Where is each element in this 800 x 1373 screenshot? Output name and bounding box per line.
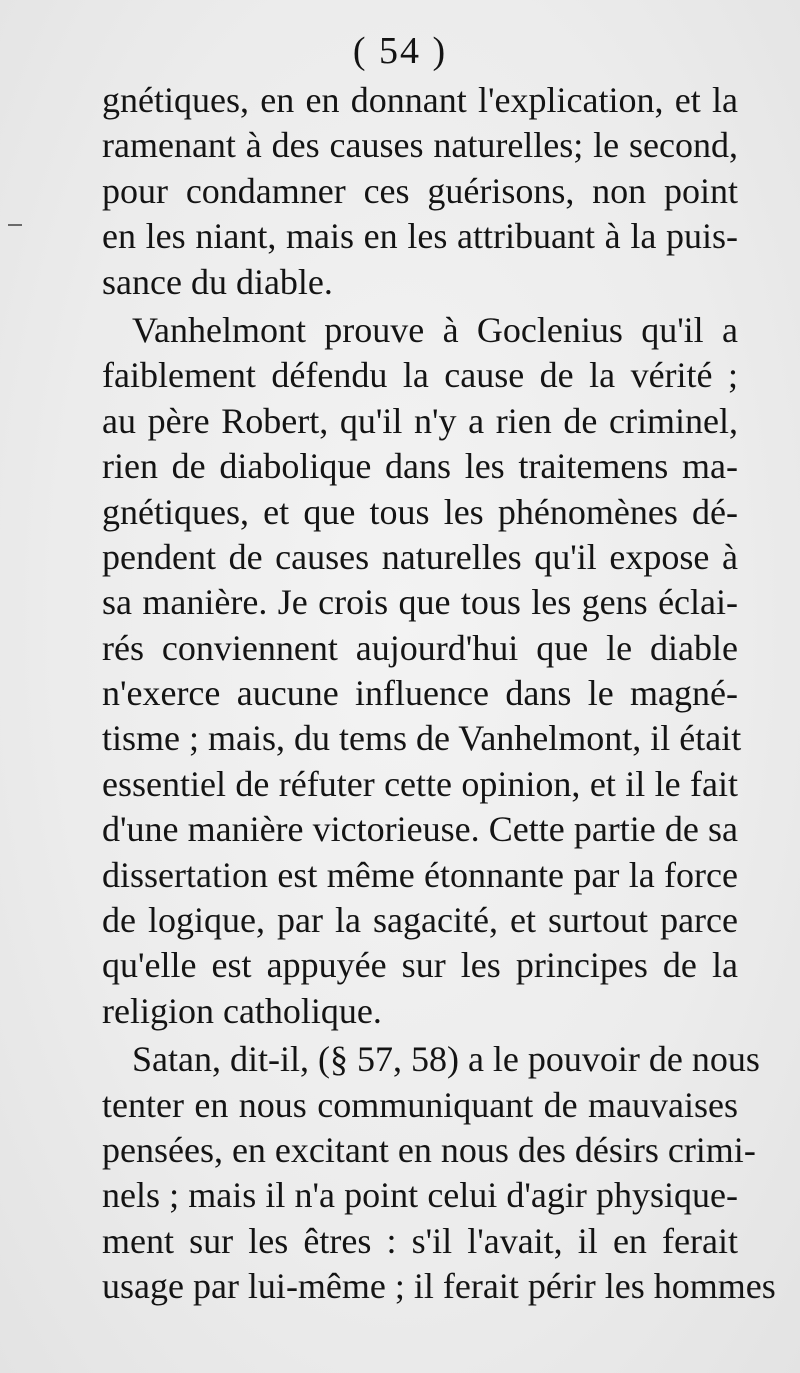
text-line: ment sur les êtres : s'il l'avait, il en ferait bbox=[102, 1220, 738, 1261]
page-number: ( 54 ) bbox=[352, 30, 448, 72]
text-line: pensées, en excitant en nous des désirs crimi- bbox=[102, 1129, 756, 1170]
text-line: sance du diable. bbox=[102, 261, 333, 302]
body-text bbox=[102, 78, 776, 1310]
text-line: tenter en nous communiquant de mauvaises bbox=[102, 1084, 738, 1125]
text-line: ramenant à des causes naturelles; le second, bbox=[102, 125, 738, 166]
paragraph-2 bbox=[102, 308, 742, 1034]
text-line: Vanhelmont prouve à Goclenius qu'il a bbox=[132, 309, 738, 350]
text-line: usage par lui-même ; il ferait périr les hommes bbox=[102, 1266, 776, 1307]
text-line: rés conviennent aujourd'hui que le diable bbox=[102, 627, 738, 668]
text-line: nels ; mais il n'a point celui d'agir physique- bbox=[102, 1175, 738, 1216]
text-line: gnétiques, et que tous les phénomènes dé- bbox=[102, 491, 738, 532]
text-line: pendent de causes naturelles qu'il expose à bbox=[102, 536, 738, 577]
paragraph-1 bbox=[102, 78, 738, 305]
paragraph-3 bbox=[102, 1037, 776, 1309]
text-line: gnétiques, en en donnant l'explication, et la bbox=[102, 80, 738, 120]
text-line: en les niant, mais en les attribuant à la puis- bbox=[102, 216, 738, 257]
text-line: dissertation est même étonnante par la force bbox=[102, 854, 738, 895]
text-line: au père Robert, qu'il n'y a rien de criminel, bbox=[102, 400, 738, 441]
text-line: faiblement défendu la cause de la vérité ; bbox=[102, 355, 738, 396]
text-line: rien de diabolique dans les traitemens ma- bbox=[102, 446, 738, 487]
text-line: Satan, dit-il, (§ 57, 58) a le pouvoir de nous bbox=[132, 1039, 760, 1080]
text-line: sa manière. Je crois que tous les gens éclai- bbox=[102, 582, 738, 623]
text-line: essentiel de réfuter cette opinion, et il le fait bbox=[102, 763, 738, 804]
text-line: d'une manière victorieuse. Cette partie de sa bbox=[102, 809, 738, 850]
text-line: de logique, par la sagacité, et surtout parce bbox=[102, 900, 738, 941]
text-line: n'exerce aucune influence dans le magné- bbox=[102, 673, 738, 714]
text-line: religion catholique. bbox=[102, 990, 382, 1031]
margin-mark bbox=[8, 224, 22, 226]
text-line: pour condamner ces guérisons, non point bbox=[102, 170, 738, 211]
text-line: tisme ; mais, du tems de Vanhelmont, il était bbox=[102, 718, 742, 759]
text-line: qu'elle est appuyée sur les principes de la bbox=[102, 945, 738, 986]
